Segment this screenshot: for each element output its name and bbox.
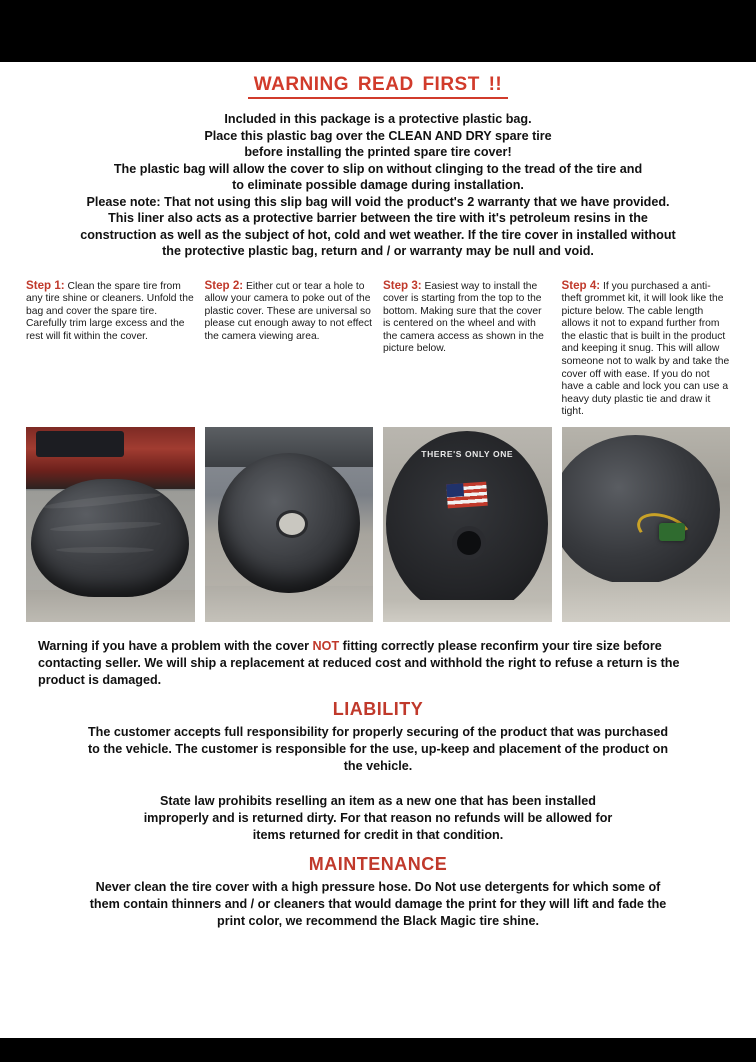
intro-line-7: This liner also acts as a protective barrier between the tire with it's petroleum resins in the	[108, 211, 648, 225]
maintenance-line-2: them contain thinners and / or cleaners that would damage the print for they will lift and fade the	[89, 897, 667, 912]
maintenance-line-1: Never clean the tire cover with a high pressure hose. Do Not use detergents for which some of	[95, 880, 661, 895]
liability-paragraph-1	[16, 724, 740, 775]
step-1-body: Clean the spare tire from any tire shine or cleaners. Unfold the bag and cover the spare tire. Carefully trim large excess and the rest will fit within the cover.	[26, 280, 194, 342]
bottom-black-bar	[0, 1038, 756, 1062]
tire-cover-edge	[562, 435, 720, 585]
step-2	[205, 280, 374, 420]
intro-line-2: Place this plastic bag over the CLEAN AND DRY spare tire	[204, 128, 552, 143]
steps-text-row	[16, 280, 740, 420]
intro-line-5: to eliminate possible damage during installation.	[232, 178, 524, 192]
step-3-text	[383, 280, 552, 357]
fitting-warning-before: Warning if you have a problem with the cover	[38, 639, 310, 654]
liability-heading: LIABILITY	[332, 699, 424, 720]
warning-read-first-text: WARNING READ FIRST !!	[248, 74, 509, 99]
printed-cover-text: THERE'S ONLY ONE	[421, 449, 514, 460]
fitting-warning-highlight: NOT	[312, 639, 340, 654]
steps-photo-row	[16, 427, 740, 622]
step-3	[383, 280, 552, 420]
padlock-icon	[659, 523, 685, 541]
flag-canton	[446, 483, 464, 497]
warning-read-first-heading	[16, 74, 740, 99]
liability-p1-line-3: the vehicle.	[343, 759, 413, 774]
truck-window	[36, 431, 124, 457]
liability-p1-line-1: The customer accepts full responsibility for properly securing of the product that was purchased	[87, 725, 669, 740]
intro-line-6: Please note: That not using this slip bag will void the product's 2 warranty that we have provided.	[86, 194, 670, 209]
step-3-label: Step 3:	[383, 278, 422, 292]
step-1-label: Step 1:	[26, 278, 65, 292]
step-2-body: Either cut or tear a hole to allow your camera to poke out of the plastic cover. These are universal so please cut enough away to not effect the camera viewing area.	[204, 280, 373, 342]
liability-p2-line-1: State law prohibits reselling an item as a new one that has been installed	[160, 794, 596, 809]
step-1-text	[26, 280, 195, 344]
intro-paragraph	[16, 111, 740, 260]
liability-paragraph-2	[16, 793, 740, 844]
liability-p2-line-2: improperly and is returned dirty. For that reason no refunds will be allowed for	[143, 811, 613, 826]
photo-step-4	[562, 427, 731, 622]
maintenance-heading: MAINTENANCE	[308, 854, 448, 875]
step-1	[26, 280, 195, 420]
intro-line-4: The plastic bag will allow the cover to slip on without clinging to the tread of the tire and	[113, 161, 643, 176]
step-4-body: If you purchased a anti-theft grommet kit, it will look like the picture below. The cable length allows it not to expand further from the elastic that is built in the product and keeping it snug. This will allow someone not to walk by and take the cover off with ease. If you do not have a cable and lock you can use a heavy duty plastic tie and draw it tight.	[561, 280, 730, 418]
step-2-text	[205, 280, 374, 344]
intro-line-9: the protective plastic bag, return and / or warranty may be null and void.	[162, 244, 594, 258]
usa-flag-graphic	[446, 482, 488, 509]
step-4-label: Step 4:	[561, 278, 601, 292]
driveway-ground	[562, 582, 731, 622]
intro-line-3: before installing the printed spare tire cover!	[244, 145, 512, 159]
camera-hole	[279, 513, 305, 535]
liability-p2-line-3: items returned for credit in that condition.	[252, 828, 504, 843]
intro-line-1: Included in this package is a protective plastic bag.	[224, 112, 532, 126]
maintenance-paragraph	[16, 879, 740, 930]
liability-p1-line-2: to the vehicle. The customer is responsible for the use, up-keep and placement of the product on	[87, 742, 669, 757]
photo-step-2	[205, 427, 374, 622]
step-3-body: Easiest way to install the cover is starting from the top to the bottom. Making sure that the cover is centered on the wheel and with the camera access as shown in the picture below.	[383, 280, 544, 355]
driveway-ground	[383, 600, 552, 622]
bag-fold	[56, 547, 154, 553]
information-sheet-page	[0, 38, 756, 1062]
top-black-bar	[0, 38, 756, 62]
camera-access-hub	[457, 531, 481, 555]
photo-step-1	[26, 427, 195, 622]
step-4-text	[562, 280, 731, 420]
intro-line-8: construction as well as the subject of hot, cold and wet weather. If the tire cover in installed without	[80, 227, 676, 242]
step-4	[562, 280, 731, 420]
photo-step-3	[383, 427, 552, 622]
fitting-warning-after: fitting correctly please reconfirm your tire size before contacting seller. We will ship a replacement at reduced cost and withhold the right to refuse a return is the product is damaged.	[38, 639, 680, 688]
paragraph-spacer	[16, 775, 740, 789]
maintenance-line-3: print color, we recommend the Black Magic tire shine.	[217, 914, 539, 929]
fitting-warning-paragraph	[16, 638, 740, 689]
step-2-label: Step 2:	[204, 278, 244, 292]
